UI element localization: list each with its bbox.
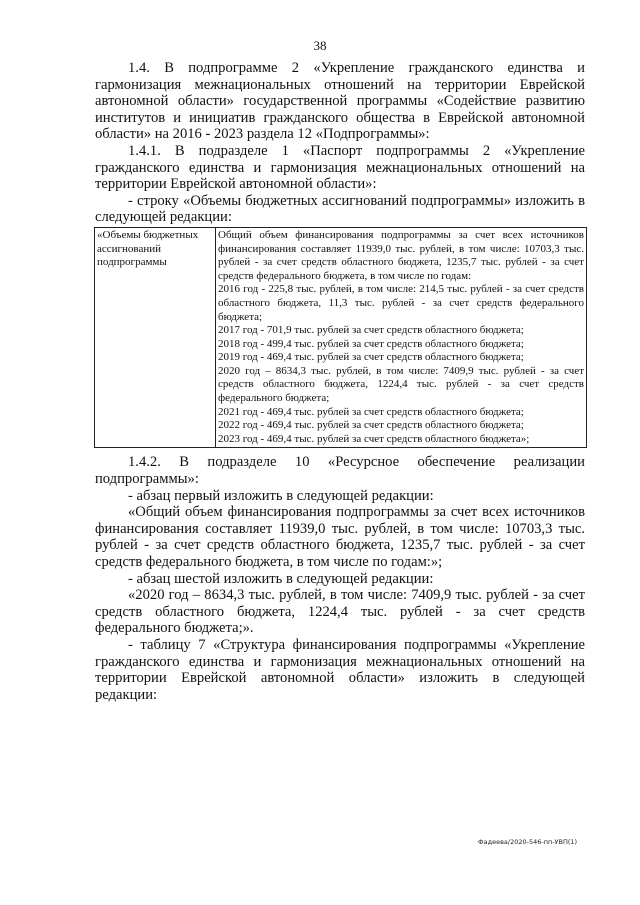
quote-total-financing: «Общий объем финансирования подпрограммы за счет всех источников финансирования составляет 11939,0 тыс. рублей, в том числе: 10703,3 тыс. рублей - за счет средств областного бюджета, 1235,7 тыс. рублей - за счет средств федерального бюджета, в том числе по годам:»; xyxy=(95,504,585,570)
paragraph-1-4-1: 1.4.1. В подразделе 1 «Паспорт подпрограммы 2 «Укрепление гражданского единства и гармонизация межнациональных отношений на территории Еврейской автономной области»: xyxy=(95,142,585,193)
table-line-2017: 2017 год - 701,9 тыс. рублей за счет средств областного бюджета; xyxy=(218,324,524,337)
abzac-6-instruction: - абзац шестой изложить в следующей редакции: xyxy=(128,570,434,587)
table-label-cell: «Объемы бюджетных ассигнований подпрограммы xyxy=(95,227,216,448)
table-value-cell xyxy=(216,227,587,448)
abzac-1-instruction: - абзац первый изложить в следующей редакции: xyxy=(128,487,434,504)
page-number: 38 xyxy=(313,38,327,53)
table-line-total: Общий объем финансирования подпрограммы за счет всех источников финансирования составляет 11939,0 тыс. рублей, в том числе: 10703,3 тыс. рублей - за счет средств областного бюджета, 1235,7 тыс. рублей - за счет средств федерального бюджета, в том числе по годам: xyxy=(218,228,584,282)
document-body xyxy=(95,60,585,703)
table-line-2018: 2018 год - 499,4 тыс. рублей за счет средств областного бюджета; xyxy=(218,337,524,350)
budget-allocation-table xyxy=(94,227,587,449)
row-instruction: - строку «Объемы бюджетных ассигнований подпрограммы» изложить в следующей редакции: xyxy=(95,192,585,226)
section-1-4-2-heading: 1.4.2. В подразделе 10 «Ресурсное обеспечение реализации xyxy=(128,454,585,471)
quote-2020: «2020 год – 8634,3 тыс. рублей, в том числе: 7409,9 тыс. рублей - за счет средств областного бюджета, 1224,4 тыс. рублей - за счет средств федерального бюджета;». xyxy=(95,587,585,637)
table-line-2022: 2022 год - 469,4 тыс. рублей за счет средств областного бюджета; xyxy=(218,419,524,432)
table-7-instruction: - таблицу 7 «Структура финансирования подпрограммы «Укрепление гражданского единства и гармонизация межнациональных отношений на территории Еврейской автономной области» изложить в следующей редакции: xyxy=(95,636,585,703)
table-line-2023: 2023 год - 469,4 тыс. рублей за счет средств областного бюджета»; xyxy=(218,432,530,445)
table-line-2019: 2019 год - 469,4 тыс. рублей за счет средств областного бюджета; xyxy=(218,351,524,364)
section-1-4-2-continuation: подпрограммы»: xyxy=(95,471,199,488)
paragraph-1-4: 1.4. В подпрограмме 2 «Укрепление гражданского единства и гармонизация межнациональных отношений на территории Еврейской автономной области» государственной программы «Содействие развитию институтов и инициатив гражданского общества в Еврейской автономной области» на 2016 - 2023 раздела 12 «Подпрограммы»: xyxy=(95,60,585,143)
table-line-2020: 2020 год – 8634,3 тыс. рублей, в том числе: 7409,9 тыс. рублей - за счет средств областного бюджета, 1224,4 тыс. рублей - за счет средств федерального бюджета; xyxy=(218,364,584,405)
table-line-2016: 2016 год - 225,8 тыс. рублей, в том числе: 214,5 тыс. рублей - за счет средств областного бюджета, 11,3 тыс. рублей - за счет средств федерального бюджета; xyxy=(218,283,584,323)
footer-doc-code: Фадеева/2020-546-пп-УВП(1) xyxy=(478,838,578,846)
table-row xyxy=(95,227,587,448)
table-line-2021: 2021 год - 469,4 тыс. рублей за счет средств областного бюджета; xyxy=(218,405,524,418)
